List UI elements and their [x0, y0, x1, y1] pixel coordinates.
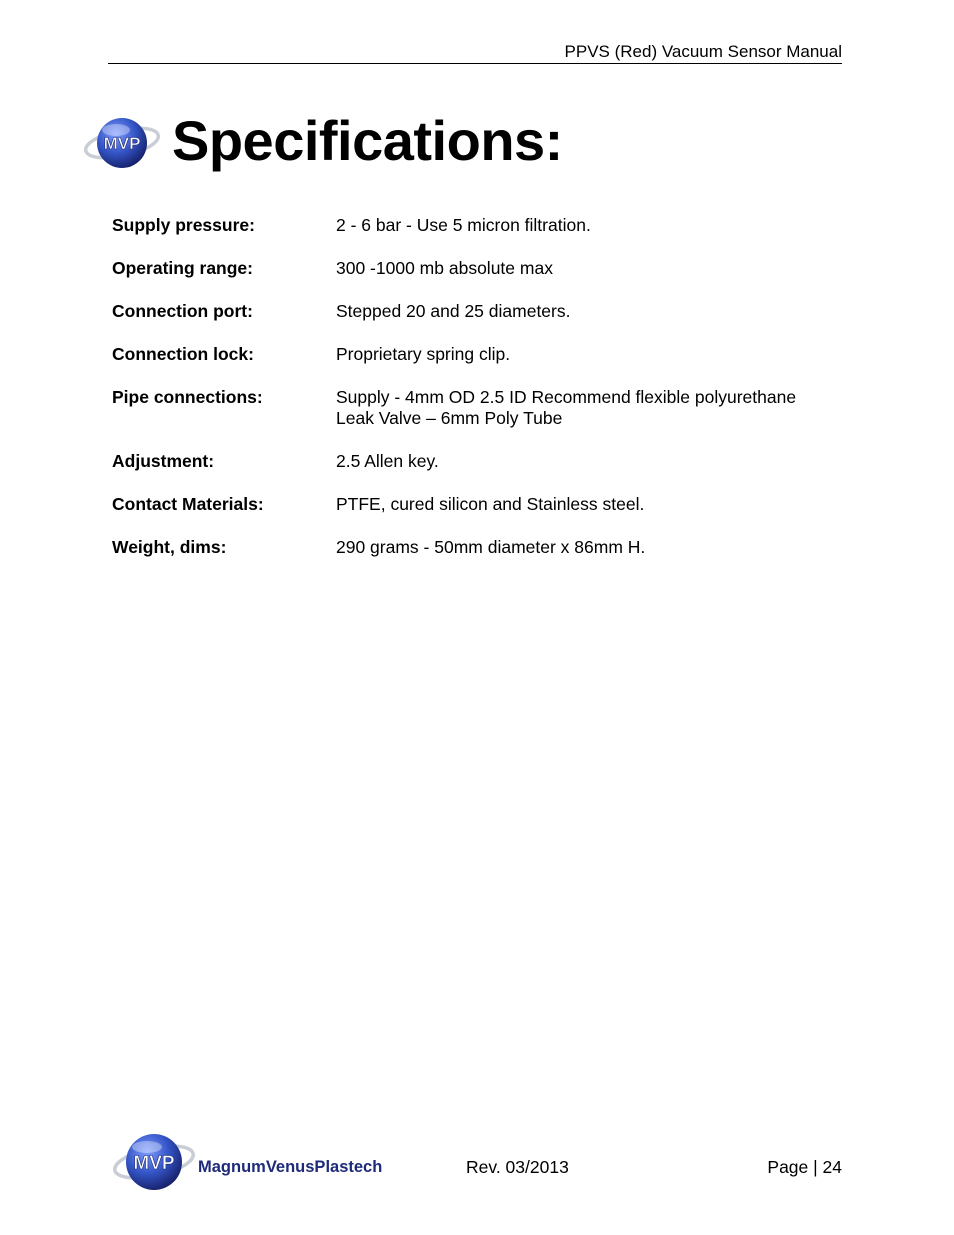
- company-name: MagnumVenusPlastech: [198, 1158, 383, 1176]
- spec-value: [336, 451, 842, 472]
- footer-logo-emblem-text: MVP: [133, 1153, 175, 1174]
- spec-label: Contact Materials:: [112, 494, 264, 514]
- mvp-logo-icon: [84, 113, 160, 173]
- spec-value: [336, 301, 842, 322]
- spec-value-line: Stepped 20 and 25 diameters.: [336, 301, 571, 321]
- spec-label: Connection port:: [112, 301, 253, 321]
- header-title: PPVS (Red) Vacuum Sensor Manual: [564, 42, 842, 61]
- spec-row-operating-range: [112, 258, 842, 279]
- spec-value: [336, 494, 842, 515]
- spec-value-line: Proprietary spring clip.: [336, 344, 511, 364]
- spec-value-line: PTFE, cured silicon and Stainless steel.: [336, 494, 645, 514]
- spec-label: Operating range:: [112, 258, 253, 278]
- spec-row-weight-dims: [112, 537, 842, 558]
- spec-value-line: Supply - 4mm OD 2.5 ID Recommend flexible polyurethane: [336, 387, 797, 407]
- spec-label: Pipe connections:: [112, 387, 263, 407]
- revision-date: Rev. 03/2013: [466, 1157, 569, 1177]
- spec-value-line: Leak Valve – 6mm Poly Tube: [336, 408, 563, 428]
- spec-value: [336, 215, 842, 236]
- logo-emblem-text: MVP: [103, 134, 141, 153]
- spec-label: Connection lock:: [112, 344, 254, 364]
- magnum-venus-plastech-logo-icon: [112, 1128, 402, 1194]
- spec-value: [336, 344, 842, 365]
- spec-row-connection-lock: [112, 344, 842, 365]
- spec-value-line: 290 grams - 50mm diameter x 86mm H.: [336, 537, 646, 557]
- spec-value: [336, 258, 842, 279]
- header-divider: [108, 63, 842, 64]
- spec-row-contact-materials: [112, 494, 842, 515]
- spec-row-supply-pressure: [112, 215, 842, 236]
- specifications-list: [112, 215, 842, 580]
- spec-label: Weight, dims:: [112, 537, 227, 557]
- spec-value: [336, 387, 842, 429]
- spec-value-line: 2.5 Allen key.: [336, 451, 439, 471]
- spec-label: Adjustment:: [112, 451, 215, 471]
- spec-row-connection-port: [112, 301, 842, 322]
- spec-label: Supply pressure:: [112, 215, 255, 235]
- page-title: Specifications:: [172, 109, 563, 172]
- spec-value-line: 300 -1000 mb absolute max: [336, 258, 553, 278]
- spec-row-adjustment: [112, 451, 842, 472]
- spec-value-line: 2 - 6 bar - Use 5 micron filtration.: [336, 215, 591, 235]
- spec-value: [336, 537, 842, 558]
- page-number: Page | 24: [767, 1157, 842, 1177]
- spec-row-pipe-connections: [112, 387, 842, 429]
